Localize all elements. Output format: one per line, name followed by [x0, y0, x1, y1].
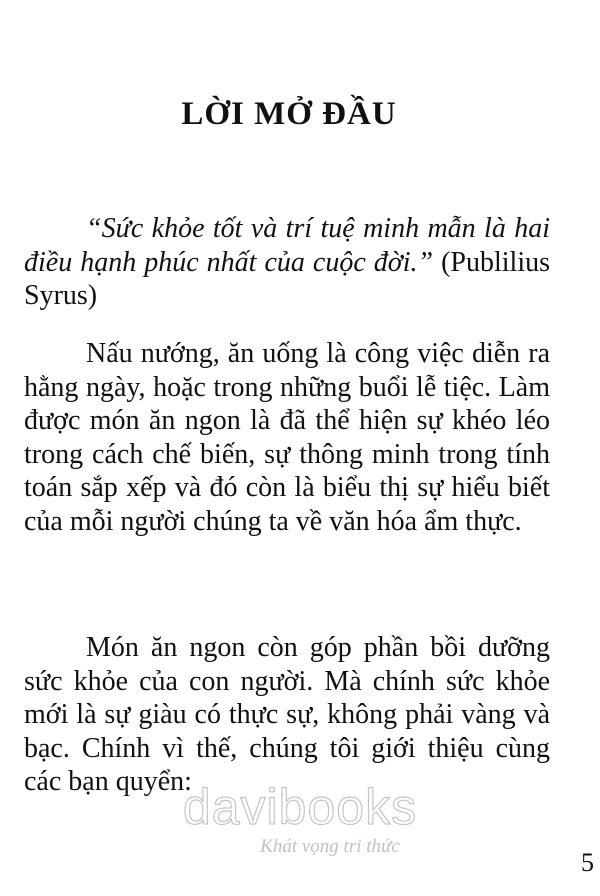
page-number: 5	[581, 848, 594, 877]
page-title: LỜI MỞ ĐẦU	[181, 96, 397, 132]
watermark-logo: davibooks	[182, 779, 418, 835]
paragraph-1: Nấu nướng, ăn uống là công việc diễn ra hằng ngày, hoặc trong những buổi lễ tiệc. Làm được món ăn ngon là đã thể hiện sự khéo léo trong cách chế biến, sự thông minh trong tính toán sắp xếp và đó còn là biểu thị sự hiểu biết của mỗi người chúng ta về văn hóa ẩm thực.	[24, 338, 550, 537]
watermark-tagline: Khát vọng tri thức	[260, 836, 400, 857]
epigraph-quote: “Sức khỏe tốt và trí tuệ minh mẫn là hai điều hạnh phúc nhất của cuộc đời.”	[24, 213, 550, 278]
epigraph-attribution: (Publilius Syrus)	[24, 246, 550, 311]
paragraph-2: Món ăn ngon còn góp phần bồi dưỡng sức khỏe của con người. Mà chính sức khỏe mới là sự giàu có thực sự, không phải vàng và bạc. Chính vì thế, chúng tôi giới thiệu cùng các bạn quyển:	[24, 632, 550, 797]
epigraph	[24, 212, 550, 313]
